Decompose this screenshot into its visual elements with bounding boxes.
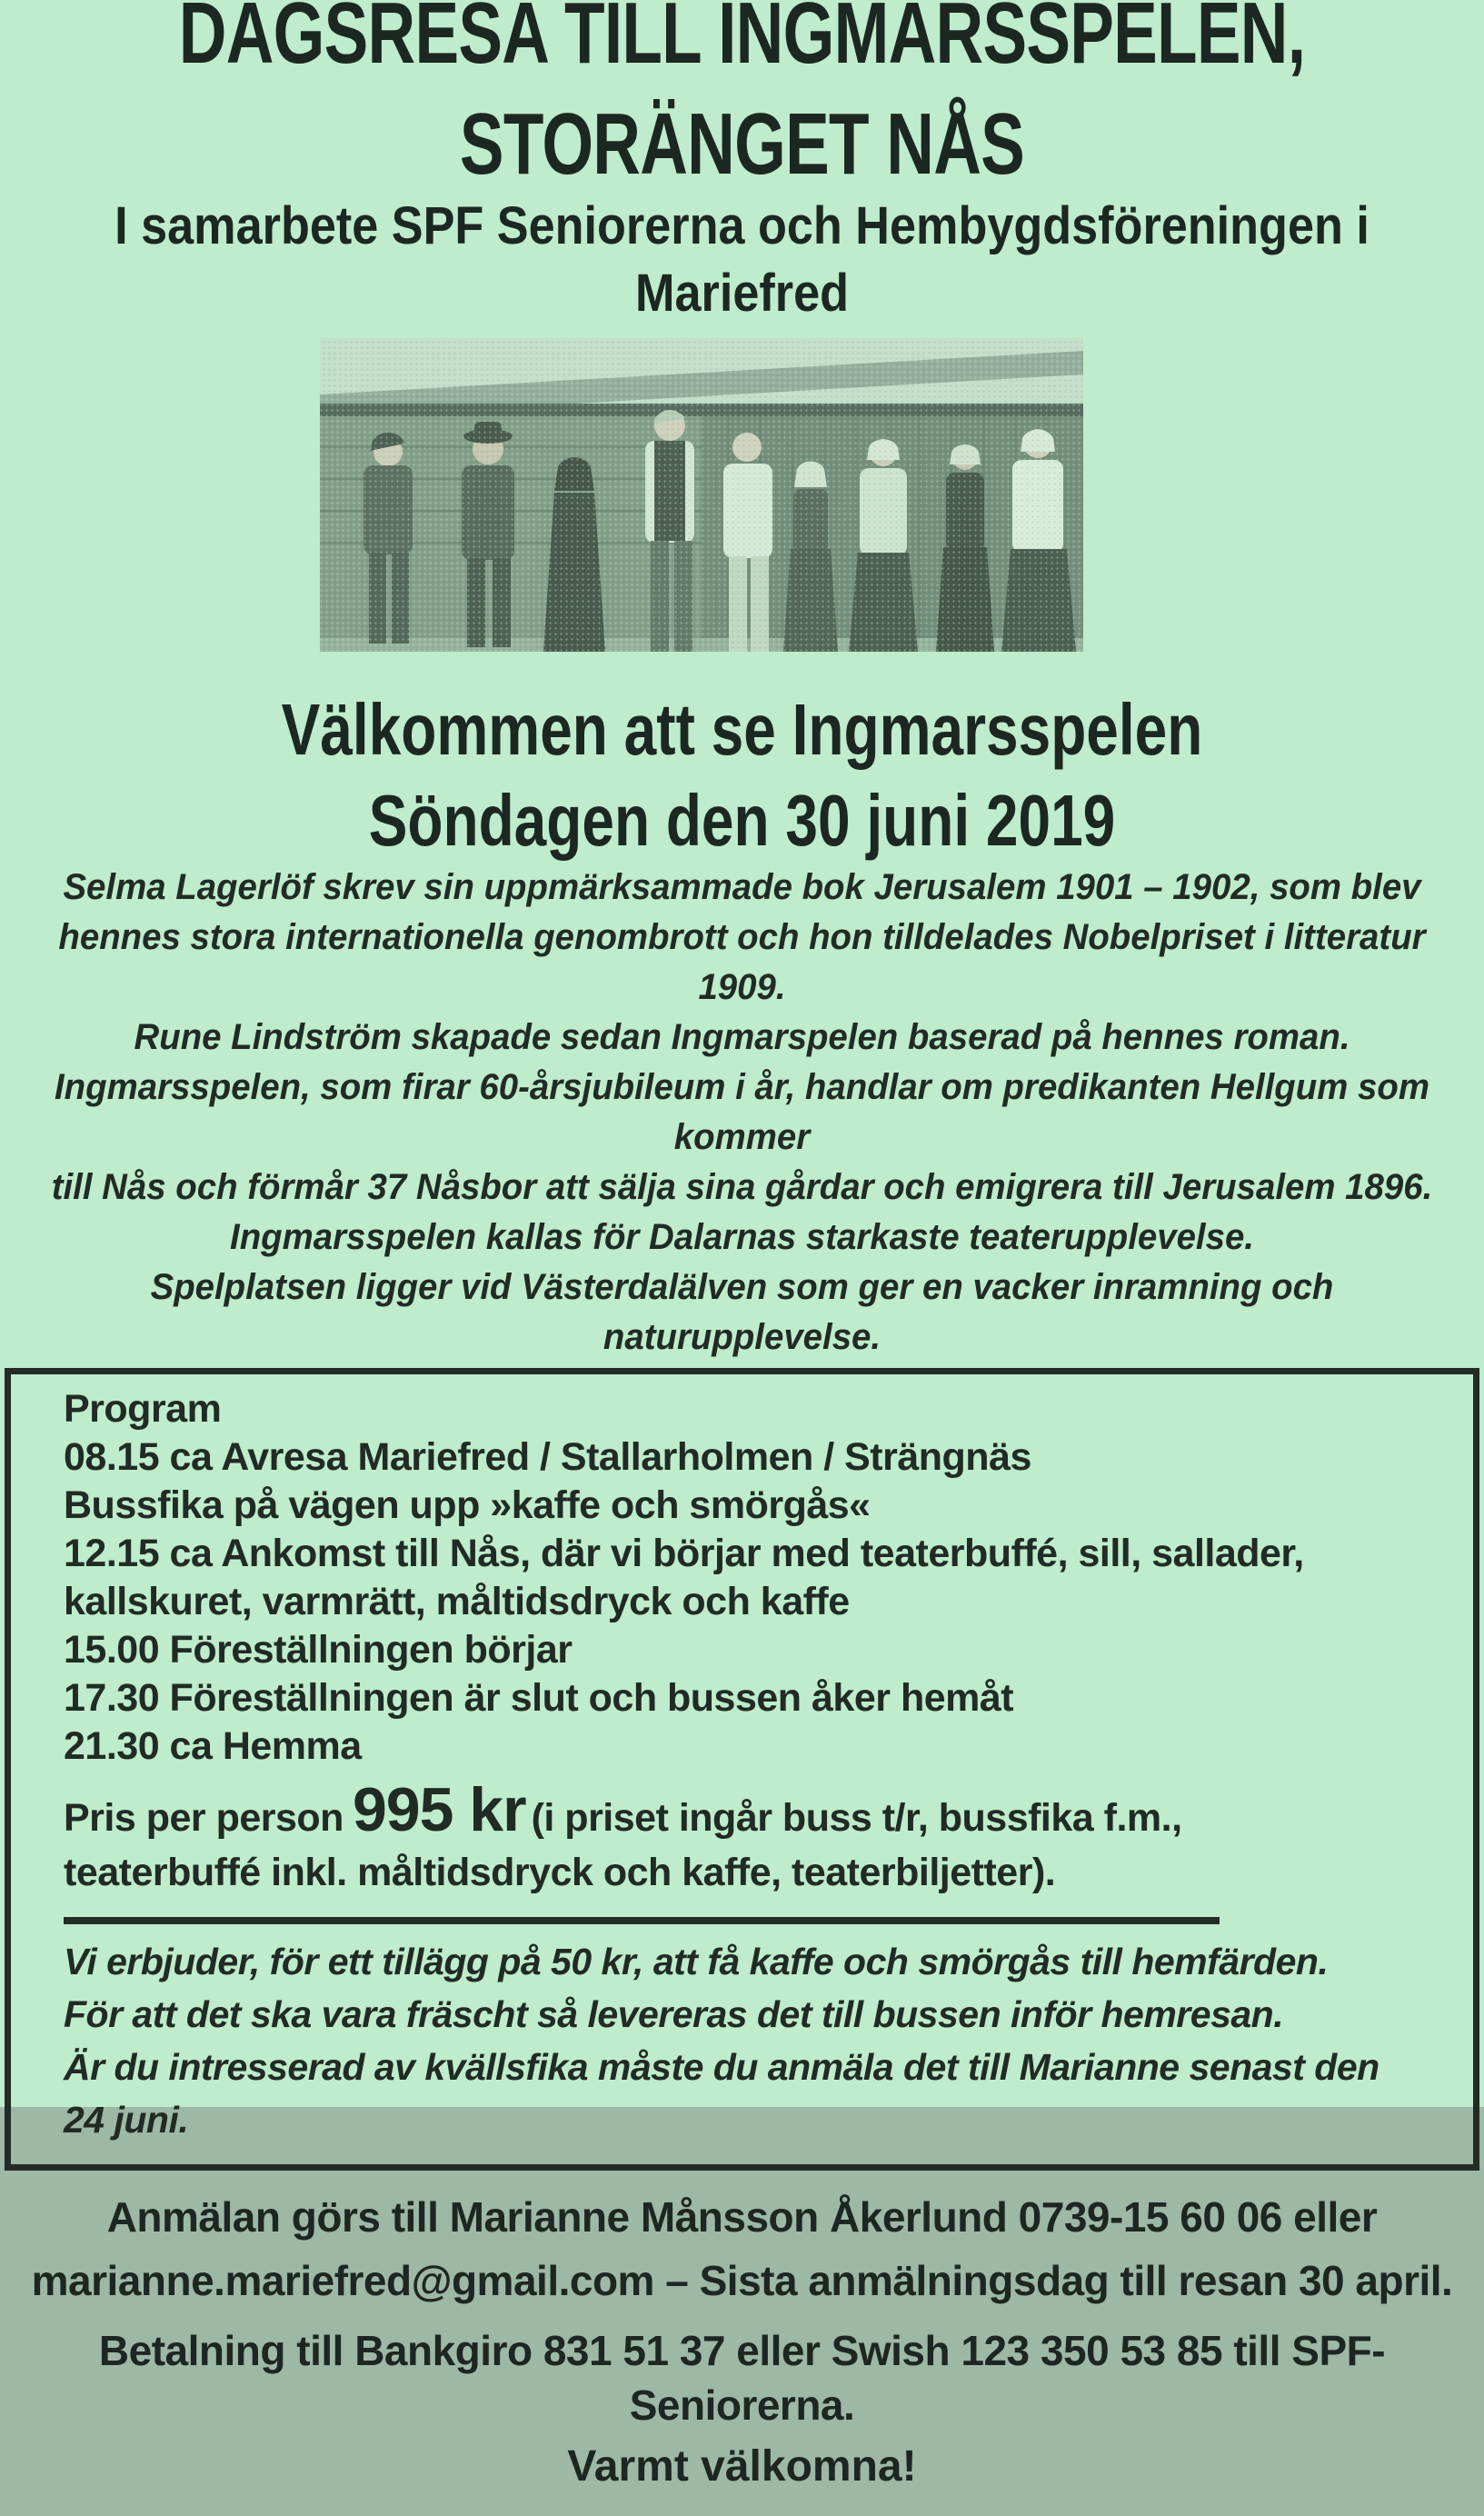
welcome-heading (0, 684, 1484, 866)
program-item: kallskuret, varmrätt, måltidsdryck och kaffe (64, 1580, 850, 1623)
footer (0, 2185, 1484, 2494)
subtitle: I samarbete SPF Seniorerna och Hembygdsföreningen i Mariefred (115, 196, 1369, 323)
welcome-line-2: Söndagen den 30 juni 2019 (368, 780, 1116, 861)
price-prefix: Pris per person (64, 1796, 344, 1840)
photo-green-tint (320, 338, 1083, 652)
intro-line: Rune Lindström skapade sedan Ingmarspelen baserad på hennes roman. (134, 1017, 1350, 1057)
intro-line: hennes stora internationella genombrott och hon tilldelades Nobelpriset i litteratur 1909. (58, 917, 1426, 1007)
price-tail-1: (i priset ingår buss t/r, bussfika f.m., (531, 1796, 1182, 1840)
price-tail-2: teaterbuffé inkl. måltidsdryck och kaffe, teaterbiljetter). (64, 1851, 1056, 1894)
welcome-line-1: Välkommen att se Ingmarsspelen (281, 689, 1203, 770)
divider-line (64, 1917, 1220, 1924)
program-item: 08.15 ca Avresa Mariefred / Stallarholmen / Strängnäs (64, 1435, 1031, 1479)
program-item: 12.15 ca Ankomst till Nås, där vi börjar med teaterbuffé, sill, sallader, (64, 1532, 1304, 1575)
page-title (0, 0, 1484, 200)
extra-offer-line: Vi erbjuder, för ett tillägg på 50 kr, att få kaffe och smörgås till hemfärden. (64, 1941, 1329, 1982)
registration-line-1: Anmälan görs till Marianne Månsson Åkerlund 0739-15 60 06 eller (106, 2193, 1378, 2241)
program-item: 21.30 ca Hemma (64, 1724, 362, 1768)
registration-line-2: marianne.mariefred@gmail.com – Sista anmälningsdag till resan 30 april. (31, 2257, 1453, 2304)
program-heading: Program (64, 1387, 222, 1431)
extra-offer-line: För att det ska vara fräscht så levereras det till bussen inför hemresan. (64, 1993, 1284, 2035)
title-line-2: STORÄNGET NÅS (459, 95, 1025, 193)
program-box (5, 1368, 1479, 2171)
program-item: Bussfika på vägen upp »kaffe och smörgås« (64, 1483, 871, 1527)
intro-line: Selma Lagerlöf skrev sin uppmärksammade bok Jerusalem 1901 – 1902, som blev (63, 867, 1421, 907)
intro-text (0, 863, 1484, 1363)
price-line (64, 1775, 1428, 1848)
intro-line: Ingmarsspelen kallas för Dalarnas starkaste teaterupplevelse. (230, 1217, 1254, 1257)
extra-offer-line: Är du intresserad av kvällsfika måste du anmäla det till Marianne senast den 24 juni. (64, 2046, 1379, 2141)
payment-line: Betalning till Bankgiro 831 51 37 eller Swish 123 350 53 85 till SPF-Seniorerna. (98, 2327, 1386, 2429)
folk-costume-group-photo (320, 338, 1083, 652)
program-item: 17.30 Föreställningen är slut och bussen åker hemåt (64, 1676, 1014, 1720)
warm-welcome-line: Varmt välkomna! (567, 2442, 917, 2491)
intro-line: till Nås och förmår 37 Nåsbor att sälja sina gårdar och emigrera till Jerusalem 1896. (51, 1167, 1433, 1207)
intro-line: Spelplatsen ligger vid Västerdalälven som ger en vacker inramning och naturupplevelse. (150, 1267, 1334, 1357)
header (0, 0, 1484, 327)
title-line-1: DAGSRESA TILL INGMARSSPELEN, (178, 0, 1306, 82)
program-item: 15.00 Föreställningen börjar (64, 1628, 573, 1672)
photo-illustration (320, 338, 1083, 652)
price-amount: 995 kr (352, 1775, 526, 1844)
intro-line: Ingmarsspelen, som firar 60-årsjubileum i år, handlar om predikanten Hellgum som kommer (55, 1067, 1429, 1157)
